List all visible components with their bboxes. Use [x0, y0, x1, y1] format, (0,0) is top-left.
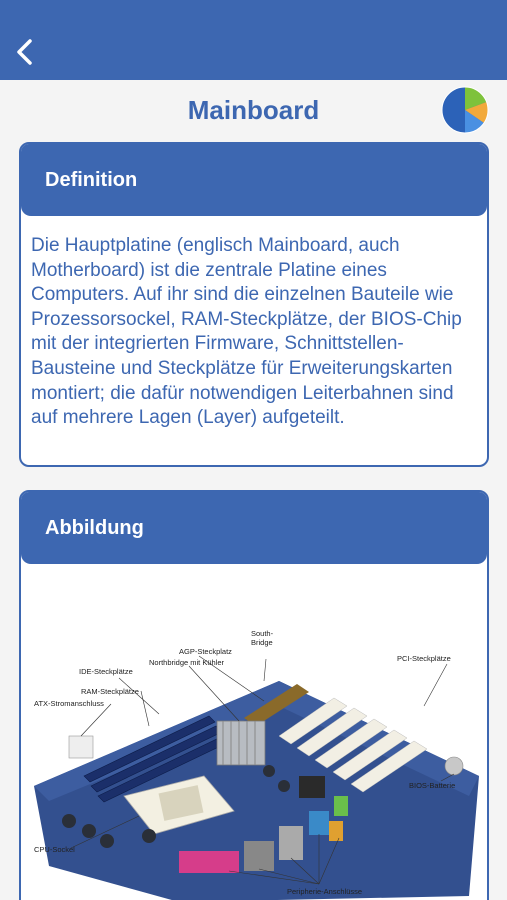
label-periphery: Peripherie-Anschlüsse — [287, 887, 363, 896]
page-title: Mainboard — [187, 95, 320, 125]
label-ide: IDE-Steckplätze — [79, 667, 133, 676]
definition-text: Die Hauptplatine (englisch Mainboard, auch Motherboard) ist die zentrale Platine eines Computers. Auf ihr sind die einzelnen Bauteile wie Prozessorsockel, RAM-Steckplätze, der BIOS-Chip mit der integrierten Firmware, Schnittstellen-Bausteine und Steckplätze für Erweiterungskarten montiert; die dafür notwendigen Leiterbahnen sind auf mehrere Lagen (Layer) aufgeteilt. — [31, 235, 462, 429]
definition-header: Definition — [21, 144, 487, 216]
mainboard-image — [29, 626, 481, 900]
chevron-left-icon — [8, 34, 44, 70]
label-ram: RAM-Steckplätze — [81, 687, 139, 696]
navigation-bar — [0, 0, 507, 80]
figure-card — [19, 490, 489, 900]
label-northbridge: Northbridge mit Kühler — [149, 658, 225, 667]
label-agp: AGP-Steckplatz — [179, 647, 232, 656]
definition-card — [19, 142, 489, 467]
figure-header: Abbildung — [21, 492, 487, 564]
label-atx: ATX-Stromanschluss — [34, 699, 104, 708]
pie-chart-icon — [440, 85, 490, 135]
pie-chart-button[interactable] — [440, 85, 490, 135]
label-cpu: CPU-Sockel — [34, 845, 75, 854]
title-row — [0, 80, 507, 140]
label-bios: BIOS-Batterie — [409, 781, 456, 790]
back-button[interactable] — [8, 34, 44, 70]
label-south-bridge: South-Bridge — [251, 629, 274, 647]
label-pci: PCI-Steckplätze — [397, 654, 451, 663]
